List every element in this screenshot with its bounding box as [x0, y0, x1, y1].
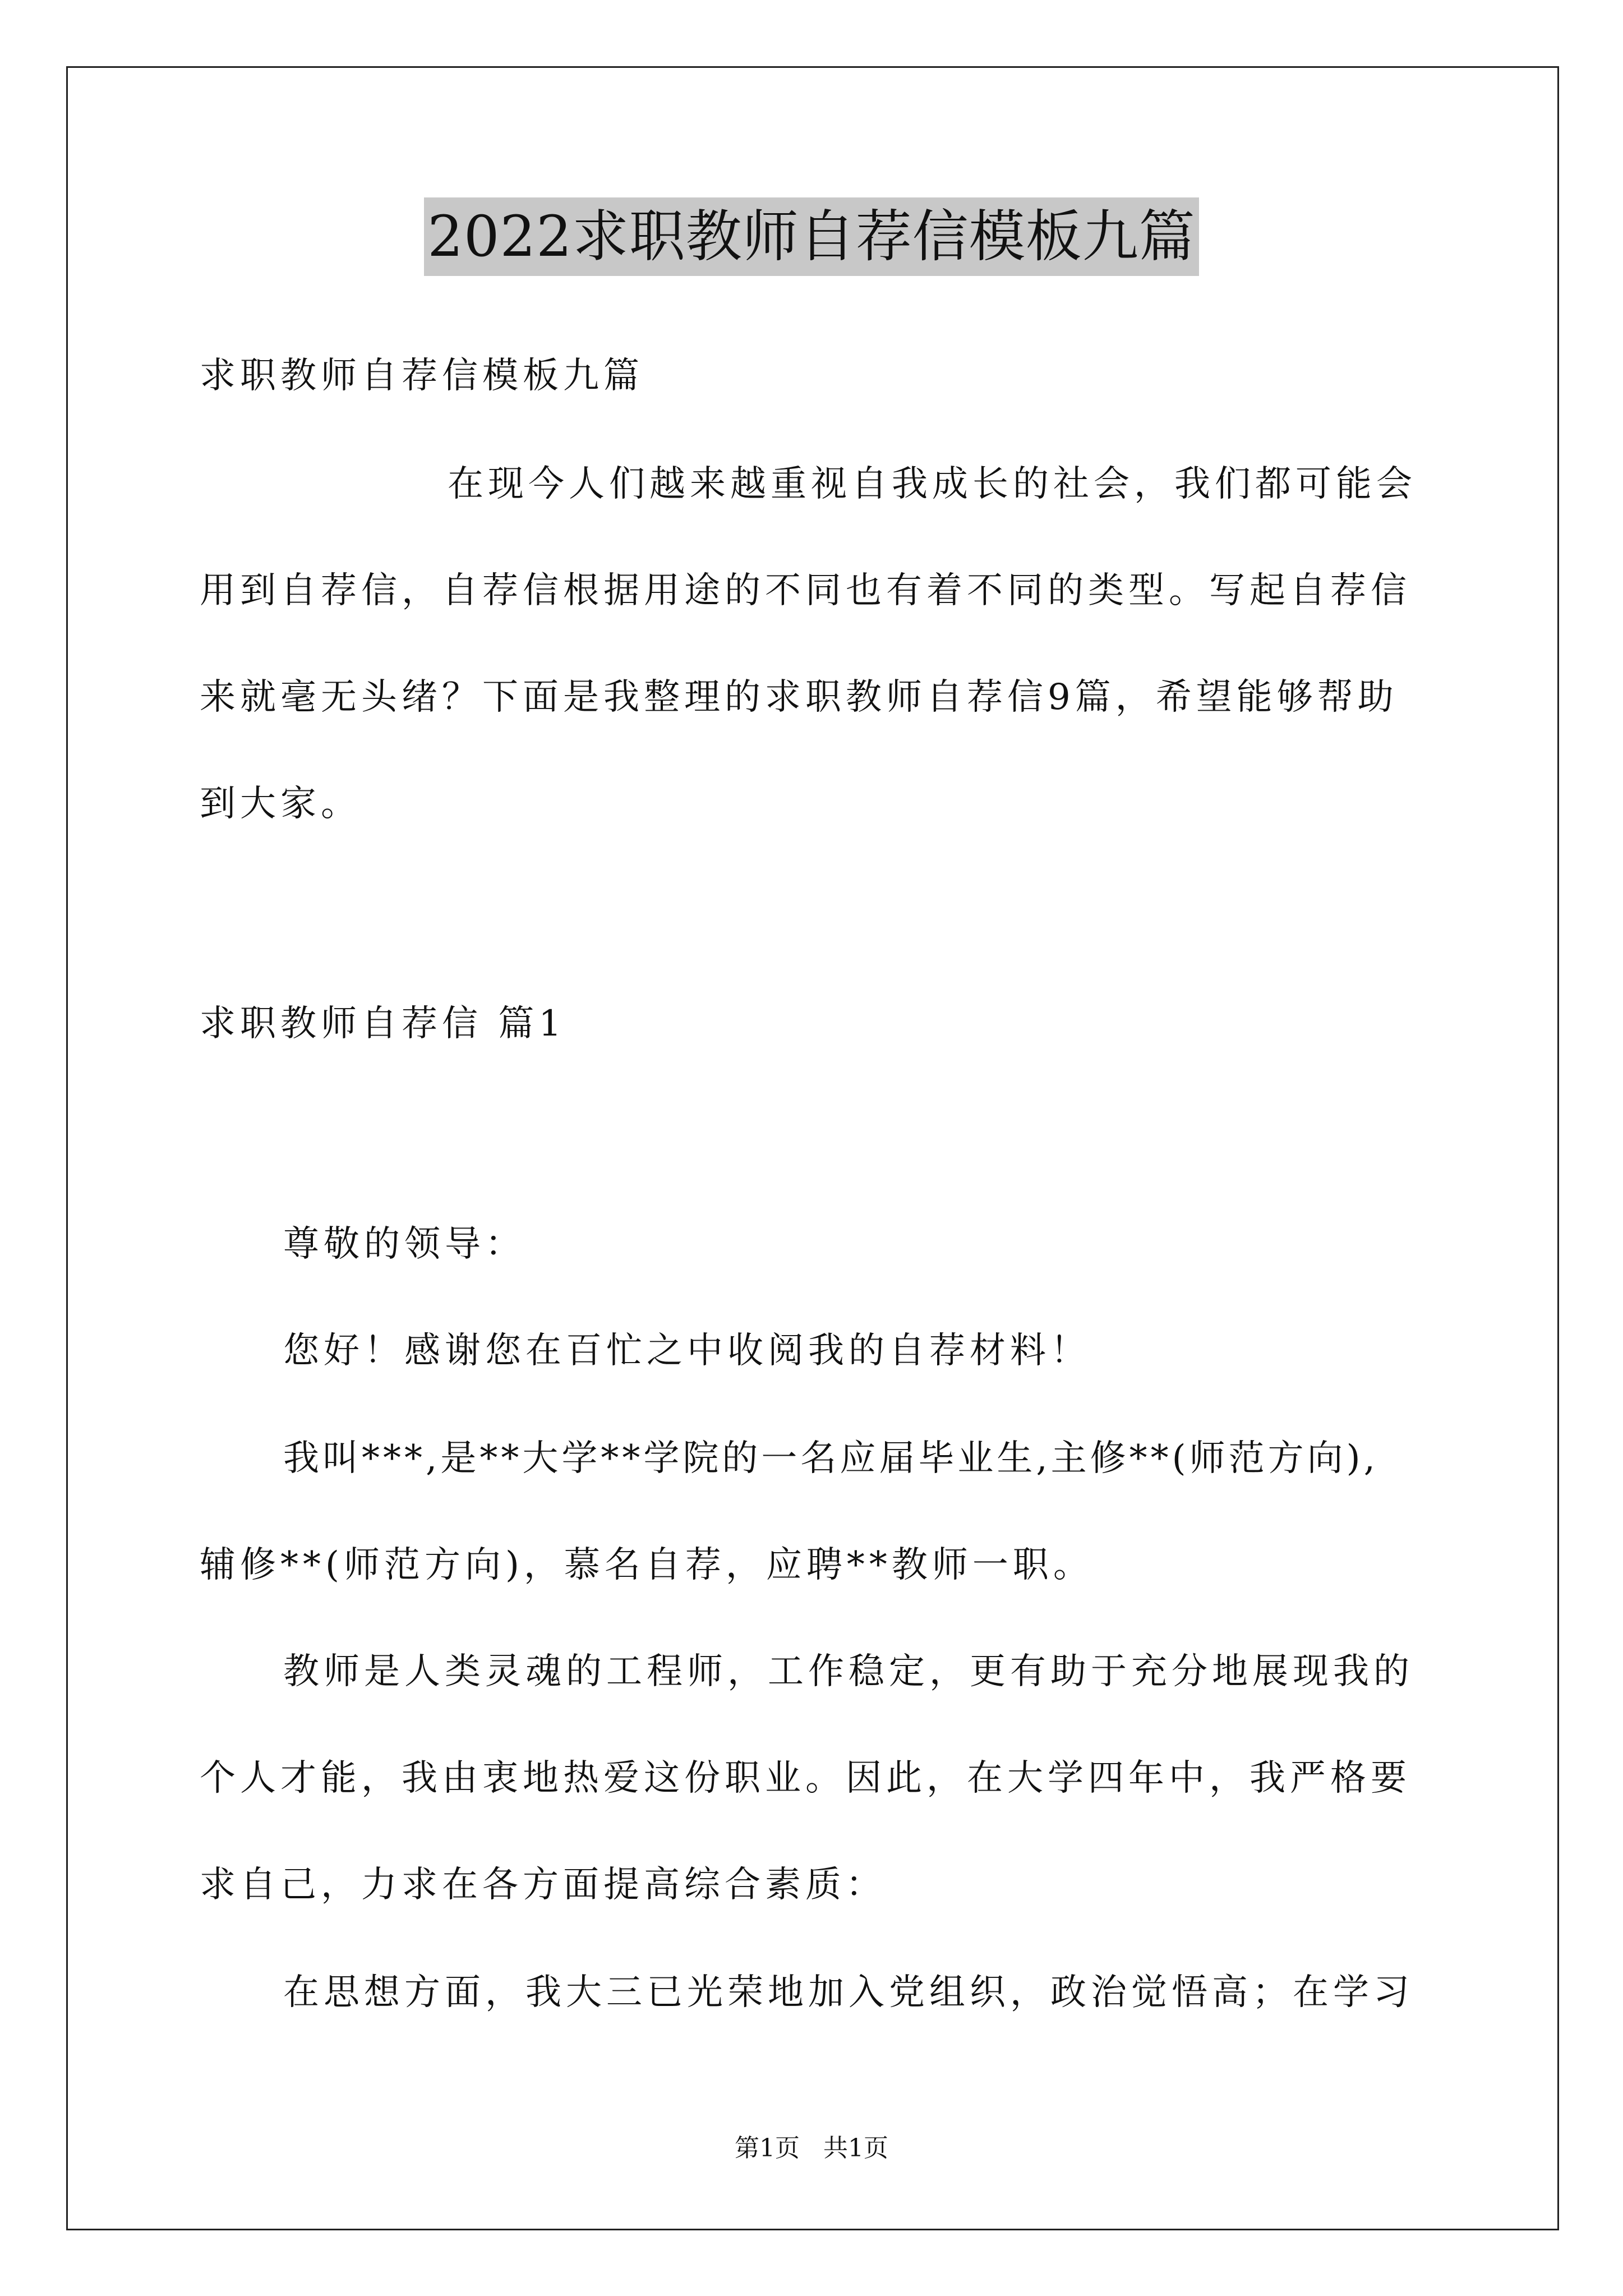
subtitle-line: 求职教师自荐信模板九篇 [200, 355, 644, 397]
paragraph-line: 在思想方面，我大三已光荣地加入党组织，政治觉悟高；在学习 [283, 1972, 1414, 2013]
paragraph-line: 教师是人类灵魂的工程师，工作稳定，更有助于充分地展现我的 [283, 1651, 1414, 1692]
paragraph-line: 到大家。 [200, 783, 361, 825]
paragraph-line: 来就毫无头绪？下面是我整理的求职教师自荐信9篇，希望能够帮助 [200, 677, 1398, 718]
paragraph-line: 求自己，力求在各方面提高综合素质： [200, 1864, 886, 1906]
paragraph-line: 个人才能，我由衷地热爱这份职业。因此，在大学四年中，我严格要 [200, 1757, 1411, 1799]
paragraph-line: 您好！感谢您在百忙之中收阅我的自荐材料！ [283, 1330, 1091, 1372]
paragraph-line: 我叫***,是**大学**学院的一名应届毕业生,主修**(师范方向), [283, 1438, 1378, 1479]
page-total: 共1页 [823, 2134, 888, 2162]
title-container [0, 197, 1623, 276]
page-footer [0, 2132, 1623, 2165]
document-title: 2022求职教师自荐信模板九篇 [424, 197, 1199, 276]
paragraph-line: 辅修**(师范方向)，慕名自荐，应聘**教师一职。 [200, 1544, 1094, 1586]
paragraph-line: 在现今人们越来越重视自我成长的社会，我们都可能会 [448, 463, 1417, 505]
paragraph-line: 用到自荐信，自荐信根据用途的不同也有着不同的类型。写起自荐信 [200, 570, 1411, 611]
salutation-line: 尊敬的领导： [283, 1223, 525, 1265]
page-number: 第1页 [735, 2134, 800, 2162]
section-heading: 求职教师自荐信 篇1 [200, 1003, 566, 1045]
